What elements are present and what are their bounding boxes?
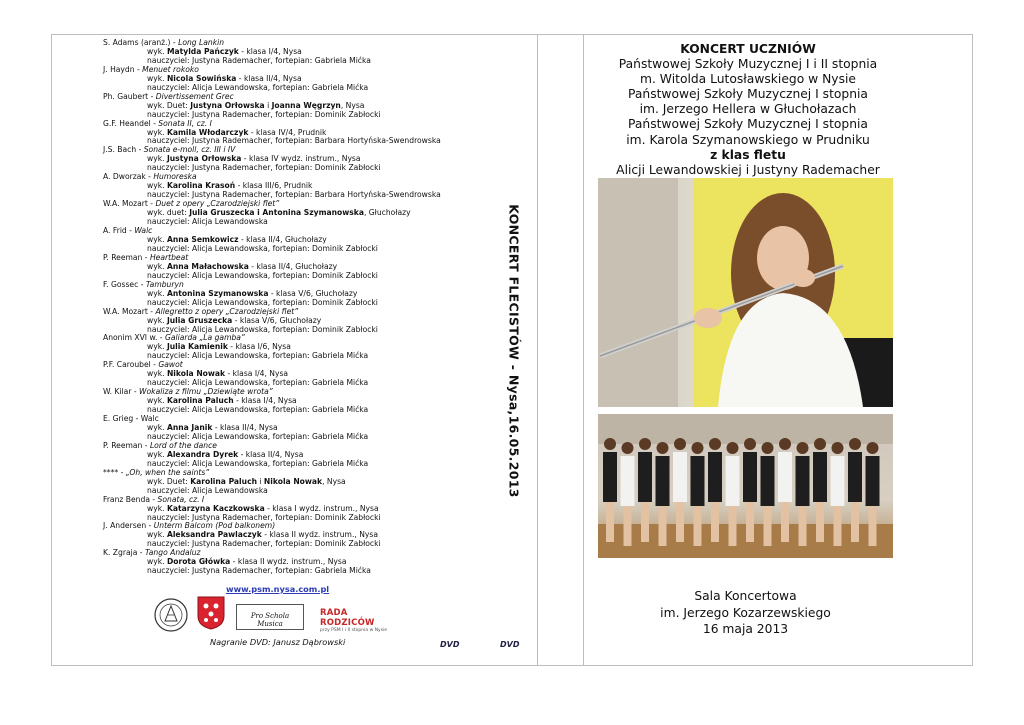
- performer-name: Anna Semkowicz: [166, 234, 239, 244]
- performer-class: - klasa II wydz. instrum., Nysa: [261, 530, 378, 540]
- class-subtitle: z klas fletu: [710, 147, 786, 162]
- composer: W. Kilar -: [103, 387, 140, 397]
- performer-name: Justyna Orłowska: [166, 154, 242, 164]
- composer: J. Andersen -: [103, 521, 154, 531]
- performer-class: , Nysa: [340, 100, 365, 110]
- performer-name: Karolina Paluch: [190, 476, 257, 486]
- performer-class: - klasa V/6, Głuchołazy: [232, 315, 322, 325]
- performer-name: Anna Małachowska: [166, 261, 249, 271]
- school-emblem-logo: [153, 597, 189, 633]
- performer-prefix: wyk.: [147, 396, 167, 406]
- teacher-line: nauczyciel: Justyna Rademacher, fortepian: Dominik Zabłocki: [147, 512, 381, 522]
- performer-class: - klasa I/4, Nysa: [233, 396, 297, 406]
- teacher-line: nauczyciel: Alicja Lewandowska, fortepian: Dominik Zabłocki: [147, 324, 378, 334]
- cover-header: [598, 42, 898, 178]
- pro-schola-musica-text: Pro Schola Musica: [250, 612, 290, 628]
- work-title: Tango Andaluz: [144, 548, 201, 558]
- teacher-line: nauczyciel: Justyna Rademacher, fortepian: Dominik Zabłocki: [147, 109, 381, 119]
- performer-class: - klasa III/6, Prudnik: [235, 181, 313, 191]
- performer-class: - klasa V/6, Głuchołazy: [268, 288, 358, 298]
- performer-name: Justyna Orłowska: [190, 100, 265, 110]
- performer-class: - klasa II/4, Nysa: [236, 73, 302, 83]
- teacher-line: nauczyciel: Justyna Rademacher, fortepian: Gabriela Mićka: [147, 566, 371, 576]
- performer-prefix: wyk.: [147, 73, 167, 83]
- school-line-1: Państwowej Szkoły Muzycznej I i II stopnia: [618, 57, 878, 72]
- rada-rodzicow-logo: [320, 608, 400, 633]
- rada-rodzicow-subtext: przy PSM I i II stopnia w Nysie: [320, 628, 388, 633]
- performer-prefix: wyk.: [147, 342, 167, 352]
- performer-prefix: wyk.: [147, 503, 167, 513]
- work-title: Lord of the dance: [149, 440, 217, 450]
- spine-fold-left: [537, 34, 538, 666]
- teacher-line: nauczyciel: Alicja Lewandowska, fortepian: Gabriela Mićka: [147, 378, 369, 388]
- performer-class: - klasa I/4, Nysa: [238, 46, 302, 56]
- dvd-logo-right: DVD: [500, 640, 520, 649]
- performer-name: Matylda Pańczyk: [166, 46, 239, 56]
- work-title: Duet z opery „Czarodziejski flet”: [155, 199, 280, 209]
- composer: P. Reeman -: [103, 440, 150, 450]
- performer-prefix: wyk. Duet:: [147, 100, 191, 110]
- teacher-line: nauczyciel: Alicja Lewandowska, fortepian: Gabriela Mićka: [147, 405, 369, 415]
- school-line-6: im. Karola Szymanowskiego w Prudniku: [626, 132, 870, 147]
- performer-prefix: wyk.: [147, 369, 167, 379]
- dvd-logo-left: DVD: [440, 640, 460, 649]
- teacher-line: nauczyciel: Justyna Rademacher, fortepian: Barbara Hortyńska-Swendrowska: [147, 136, 441, 146]
- program-line: [103, 218, 523, 227]
- performer-name: Karolina Paluch: [166, 396, 234, 406]
- composer: J.S. Bach -: [103, 145, 144, 155]
- teacher-line: nauczyciel: Alicja Lewandowska, fortepian: Dominik Zabłocki: [147, 297, 378, 307]
- performer-name: Kamila Włodarczyk: [166, 127, 249, 137]
- school-line-4: im. Jerzego Hellera w Głuchołazach: [639, 102, 857, 117]
- teacher-line: nauczyciel: Alicja Lewandowska, fortepian: Gabriela Mićka: [147, 82, 369, 92]
- performer-name: Katarzyna Kaczkowska: [166, 503, 265, 513]
- spine-title: [504, 203, 524, 498]
- performer-name: Julia Kamienik: [166, 342, 228, 352]
- performer-class: - klasa II/4, Głuchołazy: [248, 261, 338, 271]
- composer: K. Zgraja -: [103, 548, 145, 558]
- rada-rodzicow-text: RADA RODZICÓW: [320, 608, 375, 628]
- program-line: [103, 567, 523, 576]
- program-line: [103, 406, 523, 415]
- composer: **** -: [103, 467, 126, 477]
- teacher-line: nauczyciel: Alicja Lewandowska, fortepian: Dominik Zabłocki: [147, 270, 378, 280]
- work-title: Tamburyn: [145, 279, 184, 289]
- performer-name: Dorota Główka: [166, 557, 231, 567]
- group-photo: [598, 414, 893, 558]
- composer: A. Frid -: [103, 226, 135, 236]
- composer: Ph. Gaubert -: [103, 91, 156, 101]
- work-title: Unterm Balcom (Pod balkonem): [153, 521, 276, 531]
- performer-joiner: i: [264, 100, 272, 110]
- performer-class: , Głuchołazy: [363, 208, 411, 218]
- teacher-line: nauczyciel: Alicja Lewandowska, fortepian: Gabriela Mićka: [147, 351, 369, 361]
- work-title: Gawot: [158, 360, 183, 370]
- school-website-link[interactable]: www.psm.nysa.com.pl: [226, 584, 330, 594]
- school-line-3: Państwowej Szkoły Muzycznej I stopnia: [628, 87, 868, 102]
- concert-program-list: [103, 39, 523, 576]
- composer: W.A. Mozart -: [103, 306, 156, 316]
- performer-class: , Nysa: [322, 476, 346, 486]
- composer: P.F. Caroubel -: [103, 360, 159, 370]
- performer-name: Joanna Węgrzyn: [271, 100, 341, 110]
- work-title: Menuet rokoko: [142, 64, 199, 74]
- composer: A. Dworzak -: [103, 172, 154, 182]
- performer-name: Nicola Sowińska: [166, 73, 237, 83]
- teacher-line: nauczyciel: Justyna Rademacher, fortepian: Dominik Zabłocki: [147, 539, 381, 549]
- performer-prefix: wyk.: [147, 154, 167, 164]
- composer: J. Haydn -: [103, 64, 143, 74]
- pro-schola-musica-logo: [236, 604, 304, 630]
- flutist-photo: [598, 178, 893, 407]
- performer-name: Nikola Nowak: [166, 369, 226, 379]
- concert-title: KONCERT UCZNIÓW: [680, 42, 816, 56]
- performer-class: - klasa IV/4, Prudnik: [248, 127, 327, 137]
- teacher-line: nauczyciel: Justyna Rademacher, fortepian: Barbara Hortyńska-Swendrowska: [147, 190, 441, 200]
- performer-prefix: wyk.: [147, 315, 167, 325]
- teacher-line: nauczyciel: Alicja Lewandowska: [147, 485, 268, 495]
- performer-name: Julia Gruszecka i Antonina Szymanowska: [189, 208, 364, 218]
- nysa-coat-of-arms-logo: [197, 596, 225, 630]
- performer-name: Julia Gruszecka: [166, 315, 233, 325]
- work-title: Divertissement Grec: [155, 91, 234, 101]
- venue-line-1: Sala Koncertowa: [694, 589, 797, 603]
- performer-name: Aleksandra Pawlaczyk: [166, 530, 262, 540]
- performer-prefix: wyk.: [147, 181, 167, 191]
- school-line-5: Państwowej Szkoły Muzycznej I stopnia: [628, 117, 868, 132]
- performer-class: - klasa I wydz. instrum., Nysa: [264, 503, 379, 513]
- work-title: „Oh, when the saints”: [125, 467, 210, 477]
- work-title: Galiarda „La gamba”: [164, 333, 245, 343]
- work-title: Sonata II, cz. I: [158, 118, 212, 128]
- performer-prefix: wyk.: [147, 530, 167, 540]
- composer: P. Reeman -: [103, 252, 150, 262]
- venue-line-2: im. Jerzego Kozarzewskiego: [660, 605, 831, 620]
- composer: G.F. Heandel -: [103, 118, 159, 128]
- venue-info: [598, 588, 893, 638]
- composer: E. Grieg - Walc: [103, 414, 159, 424]
- performer-class: - klasa II/4, Nysa: [212, 422, 278, 432]
- teacher-line: nauczyciel: Justyna Rademacher, fortepian: Gabriela Mićka: [147, 55, 371, 65]
- work-title: Wokaliza z filmu „Dziewiąte wrota”: [139, 387, 273, 397]
- work-title: Walc: [134, 226, 153, 236]
- work-title: Long Lankin: [178, 38, 225, 47]
- performer-name: Alexandra Dyrek: [166, 449, 239, 459]
- performer-class: - klasa II/4, Nysa: [238, 449, 304, 459]
- performer-class: - klasa I/6, Nysa: [227, 342, 291, 352]
- spine-fold-right: [583, 34, 584, 666]
- teacher-line: nauczyciel: Justyna Rademacher, fortepian: Dominik Zabłocki: [147, 163, 381, 173]
- work-title: Allegretto z opery „Czarodziejski flet”: [155, 306, 299, 316]
- performer-prefix: wyk.: [147, 261, 167, 271]
- performer-name: Anna Janik: [166, 422, 213, 432]
- teacher-line: nauczyciel: Alicja Lewandowska: [147, 217, 268, 227]
- performer-prefix: wyk.: [147, 557, 167, 567]
- work-title: Heartbeat: [149, 252, 189, 262]
- work-title: Humoreska: [153, 172, 197, 182]
- composer: Franz Benda -: [103, 494, 158, 504]
- performer-prefix: wyk.: [147, 449, 167, 459]
- performer-prefix: wyk.: [147, 288, 167, 298]
- performer-prefix: wyk.: [147, 46, 167, 56]
- teachers-line: Alicji Lewandowskiej i Justyny Rademacher: [616, 162, 880, 177]
- recording-credit: Nagranie DVD: Janusz Dąbrowski: [210, 637, 346, 647]
- spine-title-text: KONCERT FLECISTÓW - Nysa,16.05.2013: [506, 203, 522, 498]
- performer-prefix: wyk.: [147, 422, 167, 432]
- concert-date: 16 maja 2013: [702, 622, 789, 636]
- performer-class: - klasa IV wydz. instrum., Nysa: [241, 154, 361, 164]
- composer: Anonim XVI w. -: [103, 333, 165, 343]
- performer-name: Nikola Nowak: [263, 476, 323, 486]
- performer-prefix: wyk.: [147, 127, 167, 137]
- performer-prefix: wyk.: [147, 234, 167, 244]
- performer-class: - klasa I/4, Nysa: [225, 369, 289, 379]
- performer-prefix: wyk. duet:: [147, 208, 190, 218]
- performer-class: - klasa II/4, Głuchołazy: [238, 234, 327, 244]
- performer-name: Karolina Krasoń: [166, 181, 236, 191]
- composer: S. Adams (aranż.) -: [103, 38, 179, 47]
- teacher-line: nauczyciel: Alicja Lewandowska, fortepian: Dominik Zabłocki: [147, 243, 378, 253]
- performer-class: - klasa II wydz. instrum., Nysa: [230, 557, 347, 567]
- teacher-line: nauczyciel: Alicja Lewandowska, fortepian: Gabriela Mićka: [147, 458, 369, 468]
- work-title: Sonata, cz. I: [157, 494, 205, 504]
- performer-prefix: wyk. Duet:: [147, 476, 191, 486]
- composer: F. Gossec -: [103, 279, 146, 289]
- performer-joiner: i: [256, 476, 264, 486]
- school-line-2: m. Witolda Lutosławskiego w Nysie: [640, 72, 856, 87]
- work-title: Sonata e-moll, cz. III i IV: [143, 145, 236, 155]
- composer: W.A. Mozart -: [103, 199, 156, 209]
- teacher-line: nauczyciel: Alicja Lewandowska, fortepian: Gabriela Mićka: [147, 431, 369, 441]
- performer-name: Antonina Szymanowska: [166, 288, 269, 298]
